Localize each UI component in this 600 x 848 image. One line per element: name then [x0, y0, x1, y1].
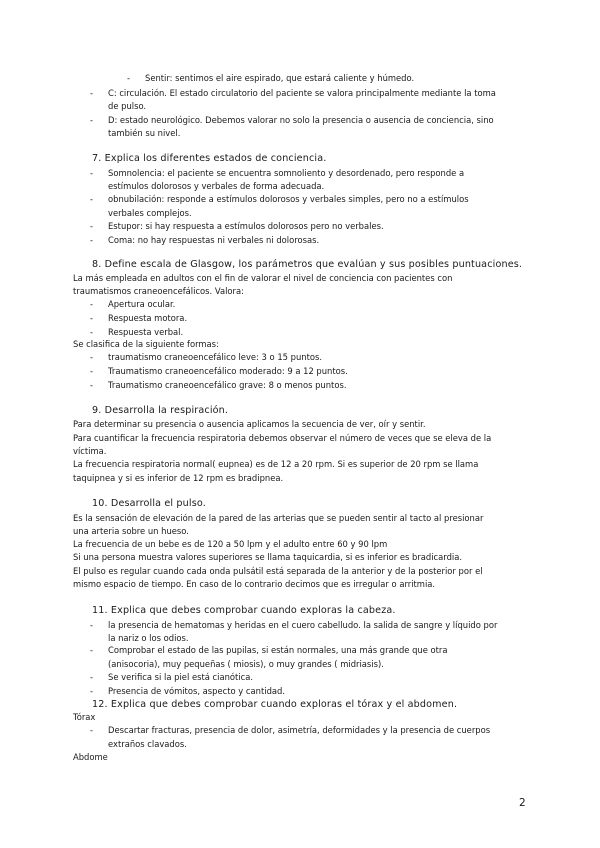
- text-line: Traumatismo craneoencefálico grave: 8 o menos puntos.: [108, 380, 347, 390]
- text-line: Coma: no hay respuestas ni verbales ni dolorosas.: [108, 235, 320, 245]
- text-line: una arteria sobre un hueso.: [73, 526, 189, 536]
- page-number: 2: [519, 797, 526, 809]
- text-line: la nariz o los odios.: [108, 633, 189, 643]
- text-line: Sentir: sentimos el aire espirado, que estará caliente y húmedo.: [145, 73, 415, 83]
- text-line: Traumatismo craneoencefálico moderado: 9 a 12 puntos.: [108, 366, 348, 376]
- text-line: Descartar fracturas, presencia de dolor, asimetría, deformidades y la presencia de cuerpos: [108, 725, 491, 735]
- text-line: Apertura ocular.: [108, 299, 176, 309]
- text-line: estímulos dolorosos y verbales de forma adecuada.: [108, 181, 325, 191]
- text-line: víctima.: [73, 446, 107, 456]
- text-line: Presencia de vómitos, aspecto y cantidad.: [108, 686, 285, 696]
- bullet-dash: -: [90, 725, 94, 735]
- text-line: de pulso.: [108, 101, 147, 111]
- bullet-dash: -: [90, 235, 94, 245]
- text-line: (anisocoria), muy pequeñas ( miosis), o muy grandes ( midriasis).: [108, 659, 384, 669]
- bullet-dash: -: [90, 115, 94, 125]
- text-line: la presencia de hematomas y heridas en el cuero cabelludo. la salida de sangre y líquido por: [108, 620, 498, 630]
- text-line: Se clasifica de la siguiente formas:: [73, 339, 219, 349]
- text-line: traumatismos craneoencefálicos. Valora:: [73, 286, 244, 296]
- text-line: La frecuencia respiratoria normal( eupnea) es de 12 a 20 rpm. Si es superior de 20 rpm se llama: [73, 459, 479, 469]
- question-heading-8: 8. Define escala de Glasgow, los parámetros que evalúan y sus posibles puntuaciones.: [92, 259, 523, 270]
- question-heading-7: 7. Explica los diferentes estados de conciencia.: [92, 153, 327, 164]
- text-line: D: estado neurológico. Debemos valorar no solo la presencia o ausencia de conciencia, sino: [108, 115, 494, 125]
- bullet-dash: -: [90, 352, 94, 362]
- question-heading-9: 9. Desarrolla la respiración.: [92, 405, 229, 416]
- text-line: taquipnea y si es inferior de 12 rpm es bradipnea.: [73, 473, 284, 483]
- question-heading-11: 11. Explica que debes comprobar cuando exploras la cabeza.: [92, 605, 396, 616]
- bullet-dash: -: [90, 686, 94, 696]
- bullet-dash: -: [90, 645, 94, 655]
- text-line: Si una persona muestra valores superiores se llama taquicardia, si es inferior es bradicardia.: [73, 552, 463, 562]
- question-heading-12: 12. Explica que debes comprobar cuando exploras el tórax y el abdomen.: [92, 699, 458, 710]
- bullet-dash: -: [90, 194, 94, 204]
- text-line: Comprobar el estado de las pupilas, si están normales, una más grande que otra: [108, 645, 448, 655]
- question-heading-10: 10. Desarrolla el pulso.: [92, 498, 206, 509]
- text-line: obnubilación: responde a estímulos dolorosos y verbales simples, pero no a estímulos: [108, 194, 469, 204]
- section-label-abdomen: Abdome: [73, 752, 108, 762]
- text-line: Se verifica si la piel está cianótica.: [108, 672, 254, 682]
- bullet-dash: -: [90, 366, 94, 376]
- bullet-dash: -: [90, 168, 94, 178]
- text-line: Es la sensación de elevación de la pared de las arterias que se pueden sentir al tacto al presionar: [73, 513, 484, 523]
- text-line: La frecuencia de un bebe es de 120 a 50 lpm y el adulto entre 60 y 90 lpm: [73, 539, 388, 549]
- text-line: Estupor: si hay respuesta a estímulos dolorosos pero no verbales.: [108, 221, 384, 231]
- text-line: El pulso es regular cuando cada onda pulsátil está separada de la anterior y de la posterior por el: [73, 566, 483, 576]
- bullet-dash: -: [90, 327, 94, 337]
- bullet-dash: -: [90, 313, 94, 323]
- text-line: traumatismo craneoencefálico leve: 3 o 15 puntos.: [108, 352, 323, 362]
- bullet-dash: -: [90, 221, 94, 231]
- text-line: La más empleada en adultos con el fin de valorar el nivel de conciencia con pacientes con: [73, 273, 453, 283]
- text-line: Respuesta motora.: [108, 313, 188, 323]
- text-line: Para determinar su presencia o ausencia aplicamos la secuencia de ver, oír y sentir.: [73, 419, 426, 429]
- text-line: Para cuantificar la frecuencia respiratoria debemos observar el número de veces que se eleva de la: [73, 433, 492, 443]
- text-line: extraños clavados.: [108, 739, 187, 749]
- text-line: verbales complejos.: [108, 208, 192, 218]
- text-line: Somnolencia: el paciente se encuentra somnoliento y desordenado, pero responde a: [108, 168, 465, 178]
- text-line: Respuesta verbal.: [108, 327, 184, 337]
- text-line: también su nivel.: [108, 128, 181, 138]
- bullet-dash: -: [90, 672, 94, 682]
- section-label-torax: Tórax: [73, 712, 96, 722]
- bullet-dash: -: [90, 88, 94, 98]
- bullet-dash: -: [90, 380, 94, 390]
- bullet-dash: -: [90, 299, 94, 309]
- text-line: C: circulación. El estado circulatorio del paciente se valora principalmente mediante la toma: [108, 88, 496, 98]
- text-line: mismo espacio de tiempo. En caso de lo contrario decimos que es irregular o arritmia.: [73, 579, 436, 589]
- bullet-dash: -: [90, 620, 94, 630]
- bullet-dash: -: [127, 73, 131, 83]
